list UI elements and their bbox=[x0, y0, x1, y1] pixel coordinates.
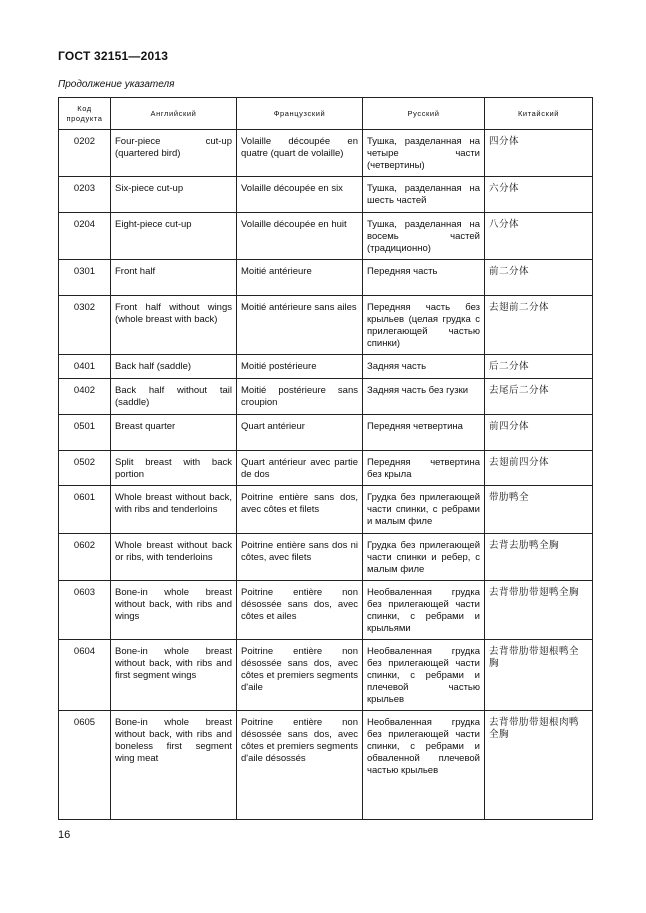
product-code: 0302 bbox=[59, 296, 111, 355]
column-header-code: Код продукта bbox=[59, 98, 111, 130]
russian-term: Грудка без прилегающей части спинки и ребер, с малым филе bbox=[363, 534, 485, 581]
chinese-term: 前二分体 bbox=[485, 260, 593, 296]
table-row bbox=[59, 534, 593, 581]
french-term: Poitrine entière sans dos, avec côtes et filets bbox=[237, 486, 363, 534]
french-term: Poitrine entière non désossée sans dos, avec côtes et premiers segments d'aile désossés bbox=[237, 711, 363, 820]
table-header-row bbox=[59, 98, 593, 130]
chinese-term: 去背带肋带翅鸭全胸 bbox=[485, 581, 593, 640]
product-code: 0202 bbox=[59, 130, 111, 177]
product-code: 0602 bbox=[59, 534, 111, 581]
english-term: Six-piece cut-up bbox=[111, 177, 237, 213]
english-term: Front half without wings (whole breast with back) bbox=[111, 296, 237, 355]
chinese-term: 后二分体 bbox=[485, 355, 593, 379]
chinese-term: 去尾后二分体 bbox=[485, 379, 593, 415]
english-term: Bone-in whole breast without back, with ribs and boneless first segment wing meat bbox=[111, 711, 237, 820]
russian-term: Тушка, разделанная на четыре части (четвертины) bbox=[363, 130, 485, 177]
chinese-term: 去背带肋带翅根肉鸭全胸 bbox=[485, 711, 593, 820]
english-term: Back half (saddle) bbox=[111, 355, 237, 379]
chinese-term: 去背带肋带翅根鸭全胸 bbox=[485, 640, 593, 711]
english-term: Four-piece cut-up (quartered bird) bbox=[111, 130, 237, 177]
french-term: Moitié antérieure sans ailes bbox=[237, 296, 363, 355]
table-row bbox=[59, 260, 593, 296]
english-term: Front half bbox=[111, 260, 237, 296]
french-term: Quart antérieur bbox=[237, 415, 363, 451]
russian-term: Необваленная грудка без прилегающей части спинки, с ребрами и крыльями bbox=[363, 581, 485, 640]
english-term: Bone-in whole breast without back, with ribs and first segment wings bbox=[111, 640, 237, 711]
chinese-term: 带肋鸭全 bbox=[485, 486, 593, 534]
english-term: Whole breast without back, with ribs and tenderloins bbox=[111, 486, 237, 534]
product-code: 0402 bbox=[59, 379, 111, 415]
product-code: 0203 bbox=[59, 177, 111, 213]
russian-term: Передняя четвертина bbox=[363, 415, 485, 451]
english-term: Whole breast without back or ribs, with tenderloins bbox=[111, 534, 237, 581]
table-row bbox=[59, 130, 593, 177]
product-code: 0204 bbox=[59, 213, 111, 260]
index-table bbox=[58, 97, 593, 820]
column-header-russian: Русский bbox=[363, 98, 485, 130]
chinese-term: 四分体 bbox=[485, 130, 593, 177]
column-header-french: Французский bbox=[237, 98, 363, 130]
product-code: 0401 bbox=[59, 355, 111, 379]
table-row bbox=[59, 177, 593, 213]
product-code: 0601 bbox=[59, 486, 111, 534]
standard-number: ГОСТ 32151—2013 bbox=[58, 49, 169, 63]
russian-term: Передняя четвертина без крыла bbox=[363, 451, 485, 486]
french-term: Poitrine entière non désossée sans dos, avec côtes et ailes bbox=[237, 581, 363, 640]
table-row bbox=[59, 711, 593, 820]
column-header-english: Английский bbox=[111, 98, 237, 130]
chinese-term: 去背去肋鸭全胸 bbox=[485, 534, 593, 581]
french-term: Moitié antérieure bbox=[237, 260, 363, 296]
product-code: 0502 bbox=[59, 451, 111, 486]
english-term: Bone-in whole breast without back, with ribs and wings bbox=[111, 581, 237, 640]
table-row bbox=[59, 355, 593, 379]
table-row bbox=[59, 213, 593, 260]
russian-term: Необваленная грудка без прилегающей части спинки, с ребрами и плечевой частью крыльев bbox=[363, 640, 485, 711]
russian-term: Необваленная грудка без прилегающей части спинки, с ребрами и обваленной плечевой частью крыльев bbox=[363, 711, 485, 820]
product-code: 0301 bbox=[59, 260, 111, 296]
russian-term: Передняя часть bbox=[363, 260, 485, 296]
chinese-term: 六分体 bbox=[485, 177, 593, 213]
french-term: Poitrine entière sans dos ni côtes, avec filets bbox=[237, 534, 363, 581]
continuation-caption: Продолжение указателя bbox=[58, 79, 175, 90]
russian-term: Передняя часть без крыльев (целая грудка с прилегающей частью спинки) bbox=[363, 296, 485, 355]
product-code: 0605 bbox=[59, 711, 111, 820]
english-term: Eight-piece cut-up bbox=[111, 213, 237, 260]
russian-term: Задняя часть без гузки bbox=[363, 379, 485, 415]
chinese-term: 前四分体 bbox=[485, 415, 593, 451]
english-term: Breast quarter bbox=[111, 415, 237, 451]
table-row bbox=[59, 296, 593, 355]
column-header-chinese: Китайский bbox=[485, 98, 593, 130]
chinese-term: 去翅前二分体 bbox=[485, 296, 593, 355]
russian-term: Тушка, разделанная на восемь частей (традиционно) bbox=[363, 213, 485, 260]
french-term: Moitié postérieure bbox=[237, 355, 363, 379]
russian-term: Тушка, разделанная на шесть частей bbox=[363, 177, 485, 213]
french-term: Quart antérieur avec partie de dos bbox=[237, 451, 363, 486]
english-term: Back half without tail (saddle) bbox=[111, 379, 237, 415]
table-row bbox=[59, 415, 593, 451]
chinese-term: 八分体 bbox=[485, 213, 593, 260]
french-term: Volaille découpée en huit bbox=[237, 213, 363, 260]
table-row bbox=[59, 581, 593, 640]
french-term: Poitrine entière non désossée sans dos, avec côtes et premiers segments d'aile bbox=[237, 640, 363, 711]
chinese-term: 去翅前四分体 bbox=[485, 451, 593, 486]
french-term: Moitié postérieure sans croupion bbox=[237, 379, 363, 415]
table-row bbox=[59, 486, 593, 534]
table-row bbox=[59, 451, 593, 486]
russian-term: Задняя часть bbox=[363, 355, 485, 379]
product-code: 0604 bbox=[59, 640, 111, 711]
table-row bbox=[59, 640, 593, 711]
english-term: Split breast with back portion bbox=[111, 451, 237, 486]
product-code: 0501 bbox=[59, 415, 111, 451]
table-row bbox=[59, 379, 593, 415]
product-code: 0603 bbox=[59, 581, 111, 640]
french-term: Volaille découpée en quatre (quart de volaille) bbox=[237, 130, 363, 177]
french-term: Volaille découpée en six bbox=[237, 177, 363, 213]
russian-term: Грудка без прилегающей части спинки, с ребрами и малым филе bbox=[363, 486, 485, 534]
page-number: 16 bbox=[58, 829, 71, 841]
